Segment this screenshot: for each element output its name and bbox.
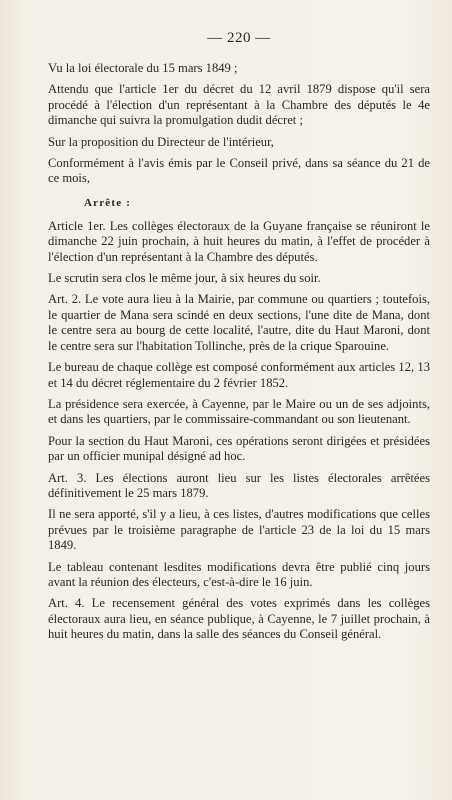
article-1: Article 1er. Les collèges électoraux de la Guyane française se réuniront le dimanche 22 juin prochain, à huit heures du matin, à l'effet de procéder à l'élection d'un représentant à la Chambre des députés. — [48, 218, 430, 264]
paragraph-conformement: Conformément à l'avis émis par le Conseil privé, dans sa séance du 21 de ce mois, — [48, 156, 430, 186]
article-3-modifications: Il ne sera apporté, s'il y a lieu, à ces listes, d'autres modifications que celles prévues par le troisième paragraphe de l'article 23 de la loi du 15 mars 1849. — [48, 507, 430, 553]
article-3-tableau: Le tableau contenant lesdites modifications devra être publié cinq jours avant la réunion des électeurs, c'est-à-dire le 16 juin. — [48, 559, 430, 589]
page-number: — 220 — — [207, 30, 271, 46]
paragraph-attendu: Attendu que l'article 1er du décret du 12 avril 1879 dispose qu'il sera procédé à l'élection d'un représentant à la Chambre des députés le 4e dimanche qui suivra la promulgation dudit décret ; — [48, 82, 430, 128]
article-4: Art. 4. Le recensement général des votes exprimés dans les collèges électoraux aura lieu, en séance publique, à Cayenne, le 7 juillet prochain, à huit heures du matin, dans la salle des séances du Conseil général. — [48, 596, 430, 642]
article-2-presidence: La présidence sera exercée, à Cayenne, par le Maire ou un de ses adjoints, et dans les quartiers, par le commissaire-commandant ou son lieutenant. — [48, 396, 430, 427]
paragraph-proposition: Sur la proposition du Directeur de l'intérieur, — [48, 134, 274, 149]
article-2-bureau: Le bureau de chaque collège est composé conformément aux articles 12, 13 et 14 du décret réglementaire du 2 février 1852. — [48, 360, 430, 390]
article-2: Art. 2. Le vote aura lieu à la Mairie, par commune ou quartiers ; toutefois, le quartier de Mana sera scindé en deux sections, l'une dite de Mana, dont le centre sera au bourg de cette localité, l'autre, dite du Haut Maroni, dont le centre sera sur l'habitation Tollinche, près de la crique Sparouine. — [48, 292, 430, 353]
paragraph-vu-la-loi: Vu la loi électorale du 15 mars 1849 ; — [48, 61, 238, 75]
article-3: Art. 3. Les élections auront lieu sur les listes électorales arrêtées définitivement le 25 mars 1879. — [48, 470, 430, 500]
article-1-scrutin: Le scrutin sera clos le même jour, à six heures du soir. — [48, 271, 321, 286]
arrete-heading: Arrête : — [84, 196, 132, 209]
article-2-haut-maroni: Pour la section du Haut Maroni, ces opérations seront dirigées et présidées par un officier munipal désigné ad hoc. — [48, 433, 430, 464]
